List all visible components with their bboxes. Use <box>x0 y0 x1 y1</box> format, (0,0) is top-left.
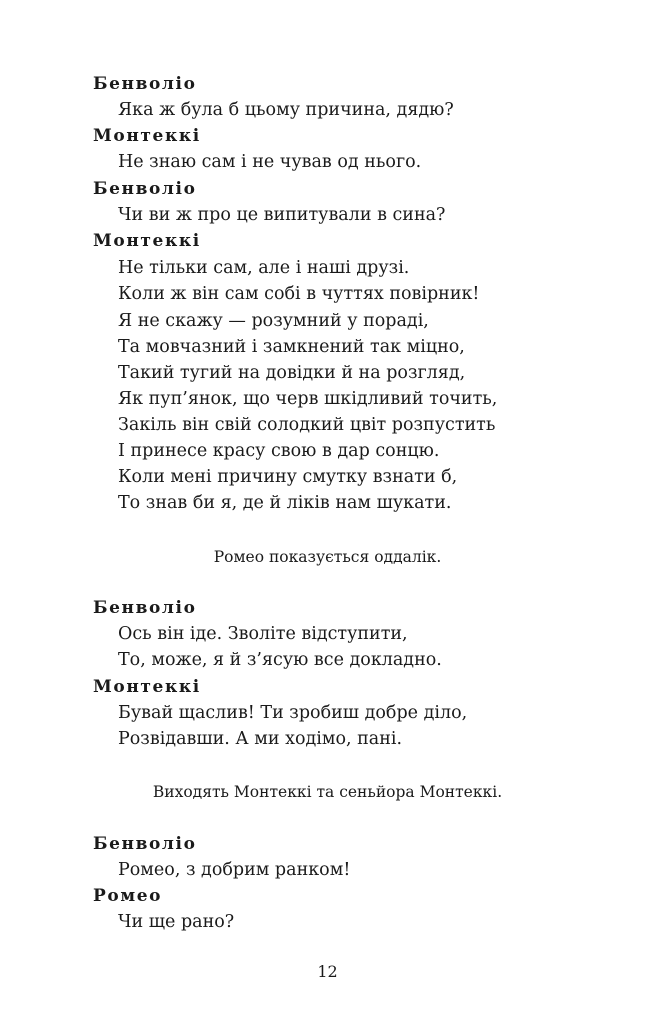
verse-line: Закіль він свій солодкий цвіт розпустить <box>118 415 496 435</box>
speaker-name: Бенволіо <box>93 74 197 94</box>
verse-line: То знав би я, де й ліків нам шукати. <box>118 493 452 513</box>
speaker-name: Монтеккі <box>93 231 201 251</box>
speaker-name: Бенволіо <box>93 179 197 199</box>
speaker-name: Монтеккі <box>93 126 201 146</box>
verse-line: Розвідавши. А ми ходімо, пані. <box>118 729 403 749</box>
verse-line: То, може, я й з’ясую все докладно. <box>118 650 442 670</box>
verse-line: Не тільки сам, але і наші друзі. <box>118 258 410 278</box>
verse-line: І принесе красу свою в дар сонцю. <box>118 441 440 461</box>
verse-line: Не знаю сам і не чував од нього. <box>118 152 422 172</box>
verse-line: Як пуп’янок, що черв шкідливий точить, <box>118 389 498 409</box>
verse-line: Такий тугий на довідки й на розгляд, <box>118 363 466 383</box>
stage-direction: Ромео показується оддалік. <box>213 548 442 566</box>
verse-line: Яка ж була б цьому причина, дядю? <box>118 100 454 120</box>
speaker-name: Ромео <box>93 886 163 906</box>
verse-line: Чи ви ж про це випитували в сина? <box>118 205 446 225</box>
stage-direction: Виходять Монтеккі та сеньйора Монтеккі. <box>152 783 503 801</box>
verse-line: Я не скажу — розумний у пораді, <box>118 311 429 331</box>
page-number: 12 <box>317 962 338 981</box>
verse-line: Та мовчазний і замкнений так міцно, <box>118 337 465 357</box>
verse-line: Чи ще рано? <box>118 912 235 932</box>
verse-line: Ось він іде. Зволіте відступити, <box>118 624 408 644</box>
verse-line: Коли ж він сам собі в чуттях повірник! <box>118 284 480 304</box>
speaker-name: Бенволіо <box>93 834 197 854</box>
verse-line: Ромео, з добрим ранком! <box>118 860 351 880</box>
verse-line: Бувай щаслив! Ти зробиш добре діло, <box>118 703 468 723</box>
speaker-name: Бенволіо <box>93 598 197 618</box>
speaker-name: Монтеккі <box>93 677 201 697</box>
verse-line: Коли мені причину смутку взнати б, <box>118 467 458 487</box>
